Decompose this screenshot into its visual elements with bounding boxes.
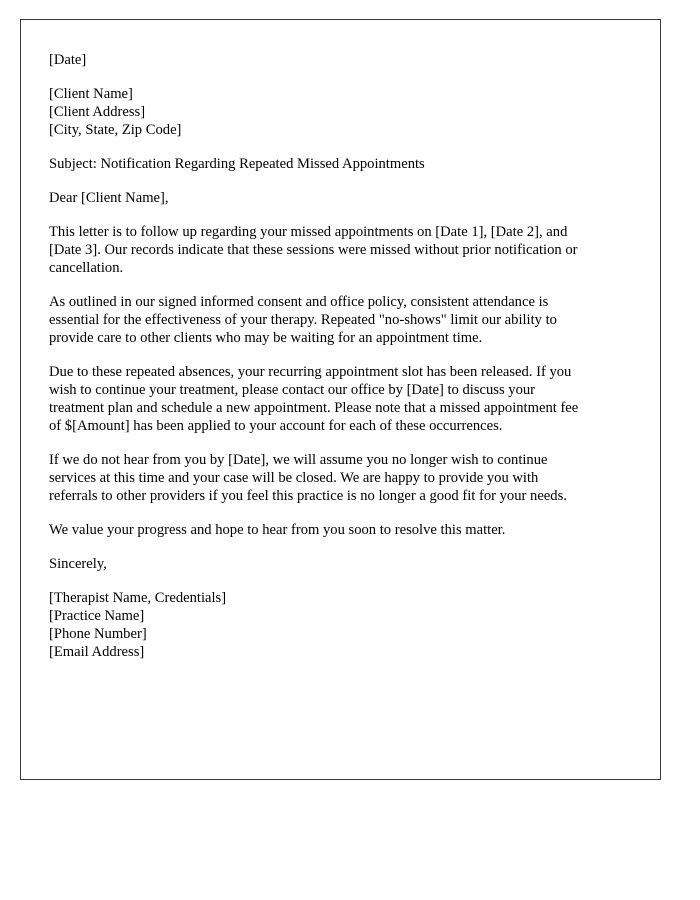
text-line: referrals to other providers if you feel this practice is no longer a good fit for your needs. (49, 488, 567, 504)
date-placeholder: [Date] (49, 52, 87, 68)
subject-text: Subject: Notification Regarding Repeated Missed Appointments (49, 156, 425, 172)
recipient-block (49, 85, 634, 139)
text-line: [Date 3]. Our records indicate that these sessions were missed without prior notification or (49, 242, 578, 258)
text-line: [Therapist Name, Credentials] (49, 590, 227, 606)
text-line: If we do not hear from you by [Date], we will assume you no longer wish to continue (49, 452, 548, 468)
text-line: As outlined in our signed informed consent and office policy, consistent attendance is (49, 294, 549, 310)
text-line: [Phone Number] (49, 626, 147, 642)
text-line: [Email Address] (49, 644, 145, 660)
text-line: [City, State, Zip Code] (49, 122, 182, 138)
text-line: of $[Amount] has been applied to your account for each of these occurrences. (49, 418, 503, 434)
text-line: Due to these repeated absences, your recurring appointment slot has been released. If you (49, 364, 572, 380)
text-line: treatment plan and schedule a new appointment. Please note that a missed appointment fee (49, 400, 579, 416)
text-line: We value your progress and hope to hear from you soon to resolve this matter. (49, 522, 506, 538)
text-line: wish to continue your treatment, please contact our office by [Date] to discuss your (49, 382, 536, 398)
text-line: [Client Name] (49, 86, 133, 102)
letter-page (20, 19, 661, 780)
letter-content (21, 20, 660, 661)
salutation-text: Dear [Client Name], (49, 190, 169, 206)
closing (49, 555, 634, 573)
body-paragraph-1 (49, 223, 634, 277)
closing-text: Sincerely, (49, 556, 107, 572)
date-line (49, 51, 634, 69)
body-paragraph-3 (49, 363, 634, 435)
text-line: provide care to other clients who may be waiting for an appointment time. (49, 330, 483, 346)
body-paragraph-5 (49, 521, 634, 539)
text-line: essential for the effectiveness of your therapy. Repeated "no-shows" limit our ability to (49, 312, 557, 328)
text-line: [Client Address] (49, 104, 146, 120)
text-line: cancellation. (49, 260, 124, 276)
body-paragraph-4 (49, 451, 634, 505)
text-line: services at this time and your case will be closed. We are happy to provide you with (49, 470, 539, 486)
text-line: [Practice Name] (49, 608, 145, 624)
salutation (49, 189, 634, 207)
body-paragraph-2 (49, 293, 634, 347)
signature-block (49, 589, 634, 661)
text-line: This letter is to follow up regarding your missed appointments on [Date 1], [Date 2], and (49, 224, 568, 240)
subject-line (49, 155, 634, 173)
